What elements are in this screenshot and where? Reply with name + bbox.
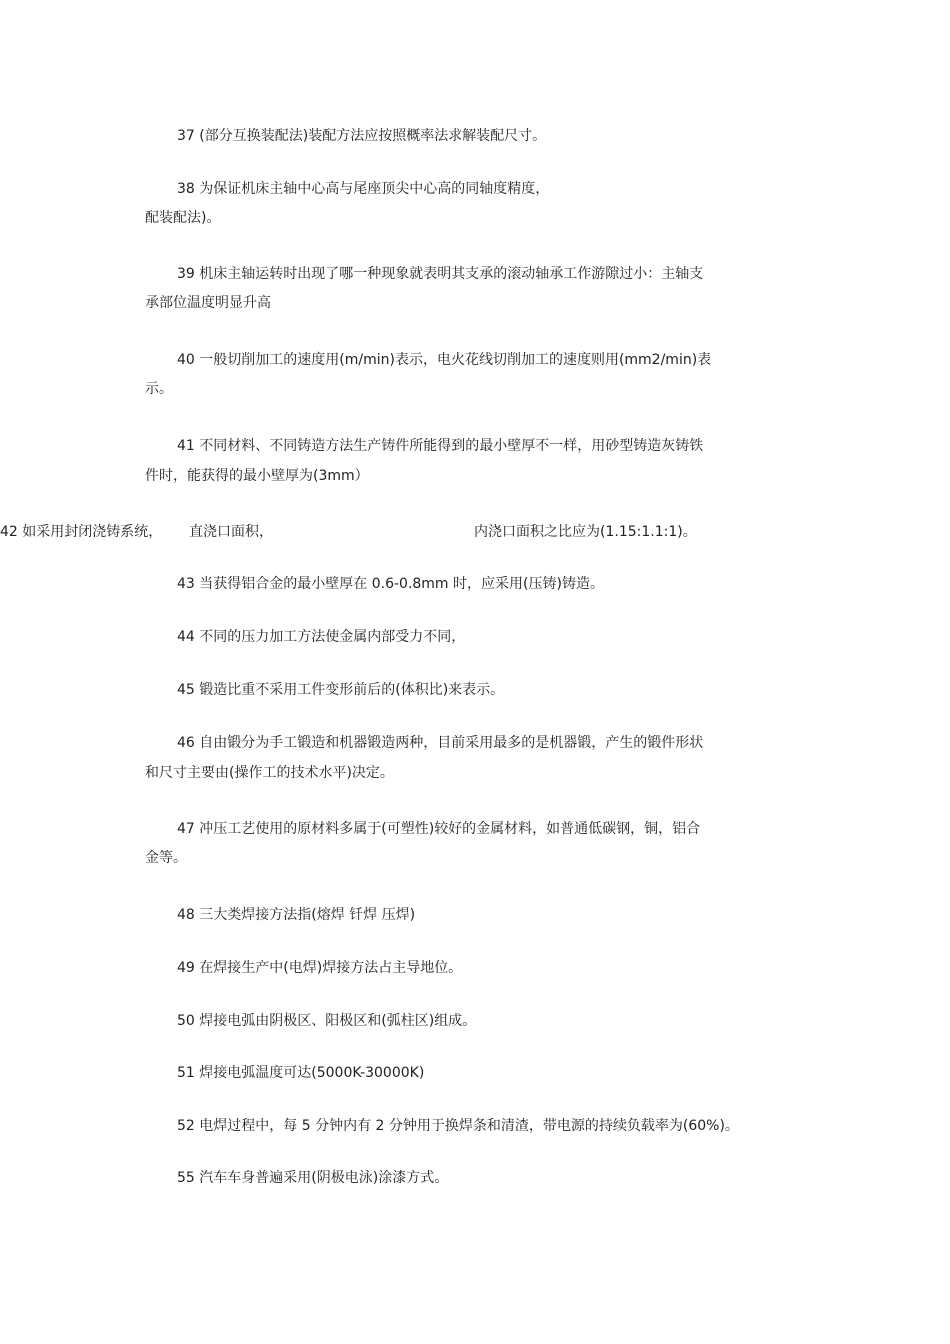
item-line: 47 冲压工艺使用的原材料多属于(可塑性)较好的金属材料，如普通低碳钢，铜，铝合 [177, 821, 701, 837]
item-line: 金等。 [145, 850, 187, 866]
item-line: 46 自由锻分为手工锻造和机器锻造两种，目前采用最多的是机器锻，产生的锻件形状 [177, 735, 704, 751]
item-fragment: 直浇口面积， [189, 524, 273, 540]
item-line: 51 焊接电弧温度可达(5000K-30000K) [177, 1065, 425, 1081]
item-line: 45 锻造比重不采用工件变形前后的(体积比)来表示。 [177, 682, 505, 698]
item-line: 和尺寸主要由(操作工的技术水平)决定。 [145, 765, 394, 781]
item-line: 44 不同的压力加工方法使金属内部受力不同， [177, 629, 466, 645]
item-fragment: 内浇口面积之比应为(1.15:1.1:1)。 [474, 524, 697, 540]
item-line: 配装配法)。 [145, 210, 221, 226]
item-line: 55 汽车车身普遍采用(阴极电泳)涂漆方式。 [177, 1170, 449, 1186]
item-line: 40 一般切削加工的速度用(m/min)表示，电火花线切削加工的速度则用(mm2/min)表 [177, 352, 712, 368]
item-line: 39 机床主轴运转时出现了哪一种现象就表明其支承的滚动轴承工作游隙过小：主轴支 [177, 266, 704, 282]
item-line: 件时，能获得的最小壁厚为(3mm） [145, 468, 369, 484]
item-line: 41 不同材料、不同铸造方法生产铸件所能得到的最小壁厚不一样，用砂型铸造灰铸铁 [177, 438, 704, 454]
item-line: 52 电焊过程中，每 5 分钟内有 2 分钟用于换焊条和清渣，带电源的持续负载率为(60%)。 [177, 1118, 739, 1134]
item-fragment: 42 如采用封闭浇铸系统， [0, 524, 163, 540]
item-line: 43 当获得铝合金的最小壁厚在 0.6-0.8mm 时，应采用(压铸)铸造。 [177, 576, 604, 592]
item-line: 50 焊接电弧由阴极区、阳极区和(弧柱区)组成。 [177, 1013, 477, 1029]
item-line: 37 (部分互换装配法)装配方法应按照概率法求解装配尺寸。 [177, 128, 547, 144]
item-line: 承部位温度明显升高 [145, 295, 271, 311]
item-line: 示。 [145, 381, 173, 397]
item-line: 49 在焊接生产中(电焊)焊接方法占主导地位。 [177, 960, 463, 976]
item-line: 48 三大类焊接方法指(熔焊 钎焊 压焊) [177, 907, 416, 923]
item-line: 38 为保证机床主轴中心高与尾座顶尖中心高的同轴度精度， [177, 181, 550, 197]
